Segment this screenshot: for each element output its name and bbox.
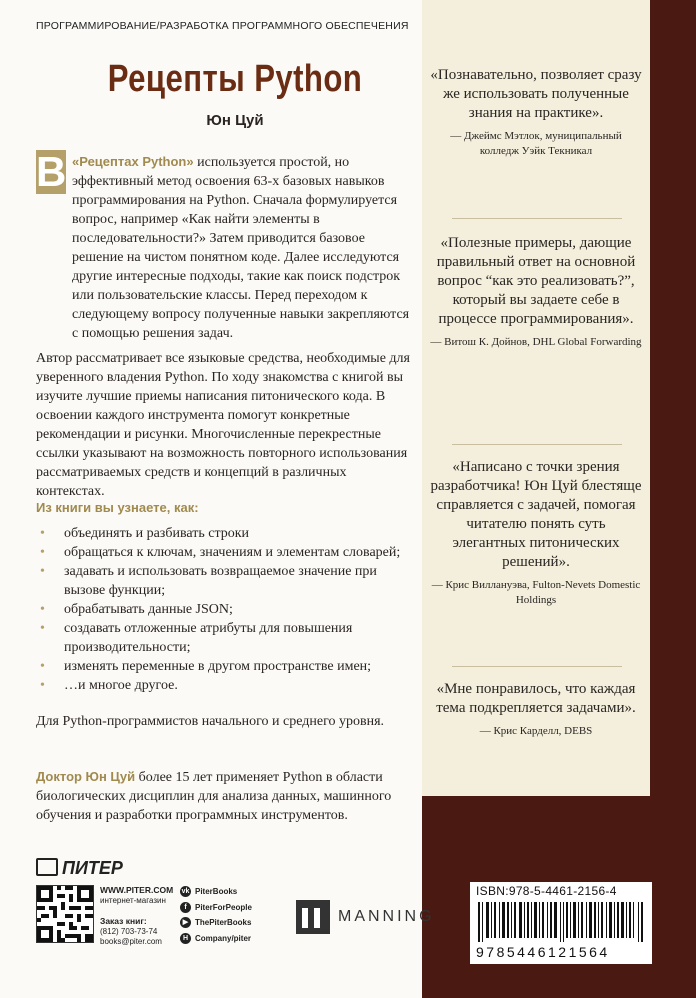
publisher-site[interactable]: WWW.PITER.COM <box>100 885 174 895</box>
quote-3 <box>430 458 642 608</box>
quote-2 <box>430 234 642 350</box>
quote-attribution: — Джеймс Мэтлок, муниципальный колледж Уэйк Текникал <box>450 130 622 157</box>
vk-icon: vk <box>181 888 190 896</box>
barcode-number: 9785446121564 <box>476 944 610 960</box>
author-bio-lead: Доктор Юн Цуй <box>36 769 136 784</box>
barcode <box>478 902 648 942</box>
habr-icon: H <box>180 933 191 944</box>
social-facebook[interactable]: f PiterForPeople <box>180 900 252 916</box>
spine-strip <box>650 0 696 998</box>
quote-4 <box>430 680 642 739</box>
order-label: Заказ книг: <box>100 916 147 926</box>
publisher-contacts <box>100 885 173 947</box>
social-links <box>180 884 252 946</box>
list-item: • создавать отложенные атрибуты для повышения производительности; <box>40 621 353 655</box>
author-bio <box>36 767 416 825</box>
quote-divider <box>452 444 622 445</box>
quote-text: «Познавательно, позволяет сразу же использовать полученные знания на практике». <box>430 67 642 121</box>
description-paragraph: Автор рассматривает все языковые средства, необходимые для уверенного владения Python. По ходу знакомства с книгой вы изучите лучшие приемы написания питонического кода. В освоении каждого инструмента помогут конкретные рекомендации и рисунки. Многочисленные перекрестные ссылки указывают на возможность повторного использования рассматриваемых средств и концепций в различных контекстах. <box>36 351 410 499</box>
list-item: • объединять и разбивать строки <box>40 526 250 541</box>
drop-cap: В <box>36 148 67 195</box>
author-bio-text: более 15 лет применяет Python в области биологических дисциплин для анализа данных, машинного обучения и разработки программных инструментов. <box>36 770 392 823</box>
intro-paragraph <box>36 148 416 343</box>
list-item: • обращаться к ключам, значениям и элементам словарей; <box>40 545 401 560</box>
publisher-site-sub: интернет-магазин <box>100 896 166 905</box>
category-header: ПРОГРАММИРОВАНИЕ/РАЗРАБОТКА ПРОГРАММНОГО ОБЕСПЕЧЕНИЯ <box>36 20 409 32</box>
social-youtube[interactable]: ▶ ThePiterBooks <box>180 915 252 931</box>
publisher-phone: (812) 703-73-74 <box>100 927 158 936</box>
youtube-icon: ▶ <box>180 917 191 928</box>
quote-text: «Полезные примеры, дающие правильный ответ на основной вопрос “как это реализовать?”, который вы задаете себе в процессе программирования». <box>436 235 636 327</box>
piter-logo: ПИТЕР <box>36 858 123 879</box>
list-item: • задавать и использовать возвращаемое значение при вызове функции; <box>40 564 377 598</box>
list-item: • изменять переменные в другом пространстве имен; <box>40 659 372 674</box>
manning-logo: MANNING <box>296 900 435 934</box>
facebook-icon: f <box>180 902 191 913</box>
isbn-label: ISBN:978-5-4461-2156-4 <box>476 884 617 898</box>
quote-1 <box>430 66 642 159</box>
quote-attribution: — Витош К. Дойнов, DHL Global Forwarding <box>430 336 642 348</box>
book-author: Юн Цуй <box>206 112 264 129</box>
qr-code <box>36 885 94 943</box>
quote-text: «Написано с точки зрения разработчика! Юн Цуй блестяще справляется с задачей, помогая читателю понять суть элегантных питонических решений». <box>430 459 642 570</box>
quote-attribution: — Крис Карделл, DEBS <box>479 725 593 737</box>
intro-lead: «Рецептах Python» <box>72 154 194 169</box>
audience-paragraph: Для Python-программистов начального и среднего уровня. <box>36 714 385 729</box>
intro-text: используется простой, но эффективный метод освоения 63-х базовых навыков программирования на Python. Сначала формулируется вопрос, например «Как найти элементы в последовательности?» Затем приводится базовое решение на чистом понятном коде. Далее исследуются другие интересные подходы, такие как поиск подстрок или пользовательские классы. Перед переходом к следующему вопросу полученные навыки закрепляются с помощью решения задач. <box>72 155 410 341</box>
learn-heading: Из книги вы узнаете, как: <box>36 500 199 515</box>
learn-list <box>36 524 416 695</box>
list-item: • обрабатывать данные JSON; <box>40 602 233 617</box>
social-habr[interactable]: H Company/piter <box>180 931 252 947</box>
quote-divider <box>452 218 622 219</box>
publisher-email[interactable]: books@piter.com <box>100 937 162 946</box>
social-vk[interactable]: vk PiterBooks <box>181 887 238 896</box>
quote-text: «Мне понравилось, что каждая тема подкрепляется задачами». <box>436 681 636 716</box>
piter-logo-icon <box>36 858 58 876</box>
quote-divider <box>452 666 622 667</box>
list-item: • …и многое другое. <box>40 678 178 693</box>
manning-logo-icon <box>296 900 330 934</box>
quote-attribution: — Крис Виллануэва, Fulton-Nevets Domestic Holdings <box>431 579 641 606</box>
book-title: Рецепты Python <box>107 58 363 100</box>
